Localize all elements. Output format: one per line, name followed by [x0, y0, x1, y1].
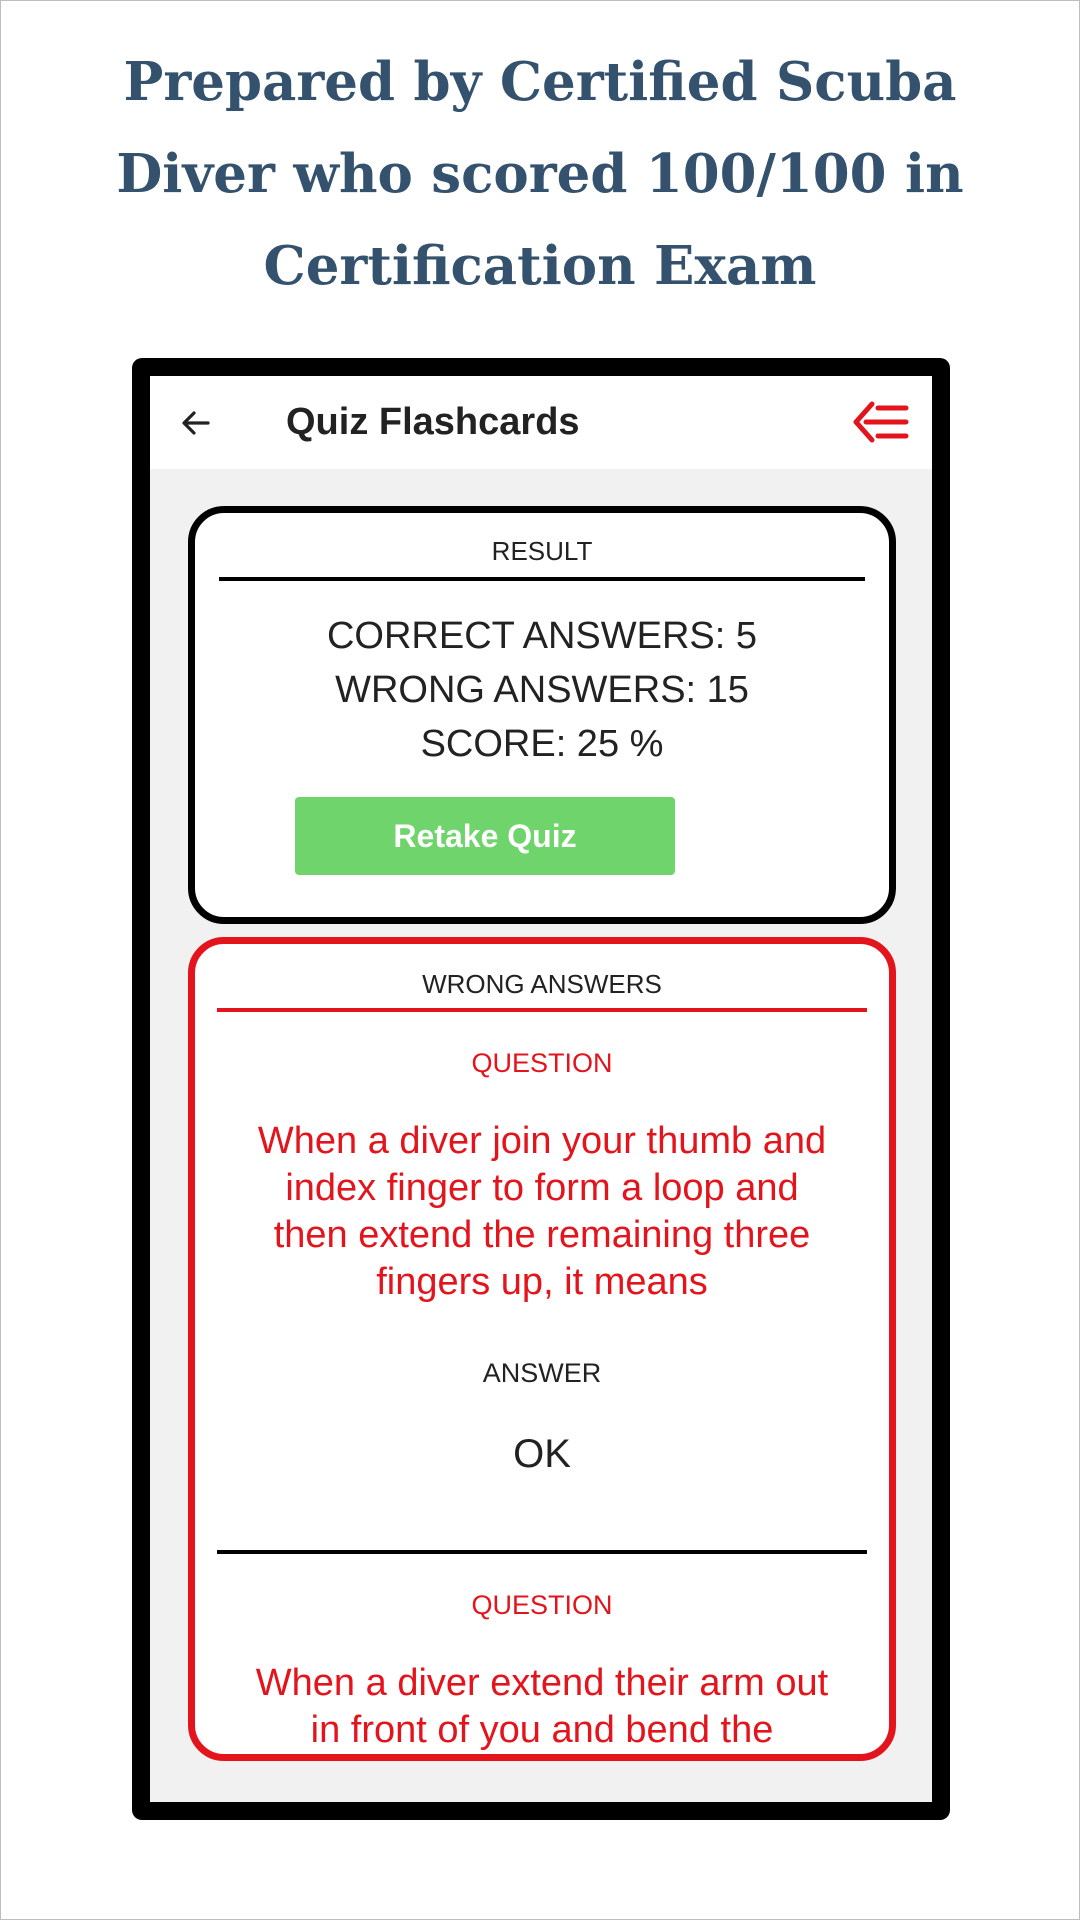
- wrong-answers-card[interactable]: [188, 937, 896, 1761]
- wrong-answers-header: WRONG ANSWERS: [422, 969, 662, 999]
- question-text: When a diver join your thumb and index finger to form a loop and then extend the remaining three fingers up, it means: [257, 1120, 827, 1303]
- arrow-left-icon[interactable]: [178, 405, 214, 441]
- score-percentage: SCORE: 25 %: [420, 723, 664, 765]
- result-divider: [219, 577, 865, 581]
- item-divider: [217, 1550, 867, 1554]
- app-bar: [150, 376, 932, 469]
- list-item: [195, 1588, 889, 1754]
- wrong-answers-count: WRONG ANSWERS: 15: [335, 669, 749, 711]
- promo-title: Prepared by Certified Scuba Diver who scored 100/100 in Certification Exam: [116, 51, 964, 297]
- answer-text: OK: [513, 1432, 571, 1476]
- question-label: QUESTION: [471, 1590, 613, 1620]
- wrong-answers-divider: [217, 1008, 867, 1012]
- correct-answers-count: CORRECT ANSWERS: 5: [326, 615, 758, 657]
- phone-frame: [132, 358, 950, 1820]
- question-label: QUESTION: [471, 1048, 613, 1078]
- answer-label: ANSWER: [482, 1358, 602, 1388]
- retake-quiz-button[interactable]: Retake Quiz: [295, 797, 675, 875]
- app-title: Quiz Flashcards: [286, 401, 580, 443]
- app-screen: [150, 376, 932, 1802]
- result-card: [188, 506, 896, 924]
- result-summary: [195, 609, 889, 771]
- list-item: [195, 1046, 889, 1554]
- menu-arrow-icon[interactable]: [852, 400, 910, 444]
- result-header: RESULT: [491, 536, 593, 566]
- question-text: When a diver extend their arm out in front of you and bend the: [255, 1662, 829, 1751]
